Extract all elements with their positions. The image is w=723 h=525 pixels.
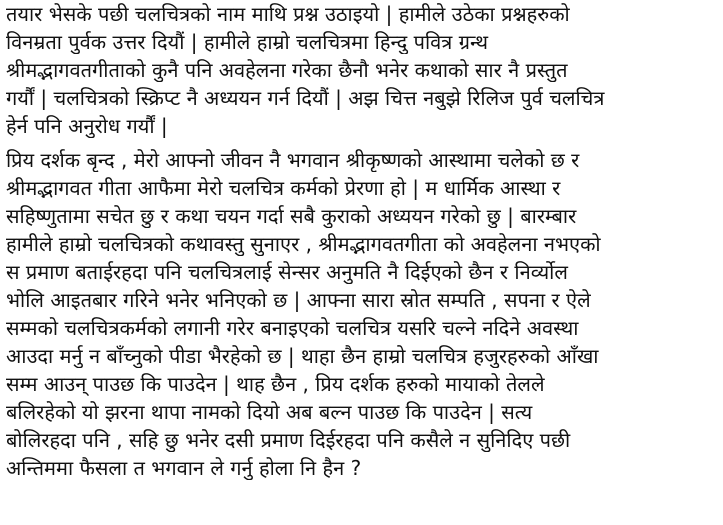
paragraph-line: तयार भेसके पछी चलचित्रको नाम माथि प्रश्न उठाइयो | हामीले उठेका प्रश्नहरुको — [6, 2, 570, 26]
paragraph-line: हामीले हाम्रो चलचित्रको कथावस्तु सुनाएर , श्रीमद्भागवतगीता को अवहेलना नभएको — [6, 232, 601, 256]
paragraph-line: सम्म आउन् पाउछ कि पाउदेन | थाह छैन , प्रिय दर्शक हरुको मायाको तेलले — [6, 372, 545, 396]
paragraph-line: प्रिय दर्शक बृन्द , मेरो आफ्नो जीवन नै भगवान श्रीकृष्णको आस्थामा चलेको छ र — [6, 148, 580, 172]
paragraph-line: श्रीमद्भागवत गीता आफैमा मेरो चलचित्र कर्मको प्रेरणा हो | म धार्मिक आस्था र — [6, 176, 561, 200]
paragraph-line: सहिष्णुतामा सचेत छु र कथा चयन गर्दा सबै कुराको अध्ययन गरेको छु | बारम्बार — [6, 204, 577, 228]
paragraph-line: आउदा मर्नु न बाँच्नुको पीडा भैरहेको छ | थाहा छैन हाम्रो चलचित्र हजुरहरुको आँखा — [6, 344, 599, 368]
paragraph-line: अन्तिममा फैसला त भगवान ले गर्नु होला नि हैन ? — [6, 456, 362, 480]
paragraph-line: बोलिरहदा पनि , सहि छु भनेर दसी प्रमाण दिईरहदा पनि कसैले न सुनिदिए पछी — [6, 428, 571, 452]
paragraph-line: सम्मको चलचित्रकर्मको लगानी गरेर बनाइएको चलचित्र यसरि चल्ने नदिने अवस्था — [6, 316, 579, 340]
paragraph-line: हेर्न पनि अनुरोध गर्यौं | — [6, 114, 168, 138]
paragraph-line: बलिरहेको यो झरना थापा नामको दियो अब बल्न पाउछ कि पाउदेन | सत्य — [6, 400, 533, 424]
paragraph-line: भोलि आइतबार गरिने भनेर भनिएको छ | आफ्ना सारा स्रोत सम्पति , सपना र ऐले — [6, 288, 591, 312]
paragraph-line: गर्यौं | चलचित्रको स्क्रिप्ट नै अध्ययन गर्न दियौं | अझ चित्त नबुझे रिलिज पुर्व चलचित्र — [6, 86, 605, 110]
paragraph-line: श्रीमद्भागवतगीताको कुनै पनि अवहेलना गरेका छैनौ भनेर कथाको सार नै प्रस्तुत — [6, 58, 568, 82]
paragraph-line: विनम्रता पुर्वक उत्तर दियौं | हामीले हाम्रो चलचित्रमा हिन्दु पवित्र ग्रन्थ — [6, 30, 489, 54]
paragraph-line: स प्रमाण बताईरहदा पनि चलचित्रलाई सेन्सर अनुमति नै दिईएको छैन र निर्व्योल — [6, 260, 568, 284]
